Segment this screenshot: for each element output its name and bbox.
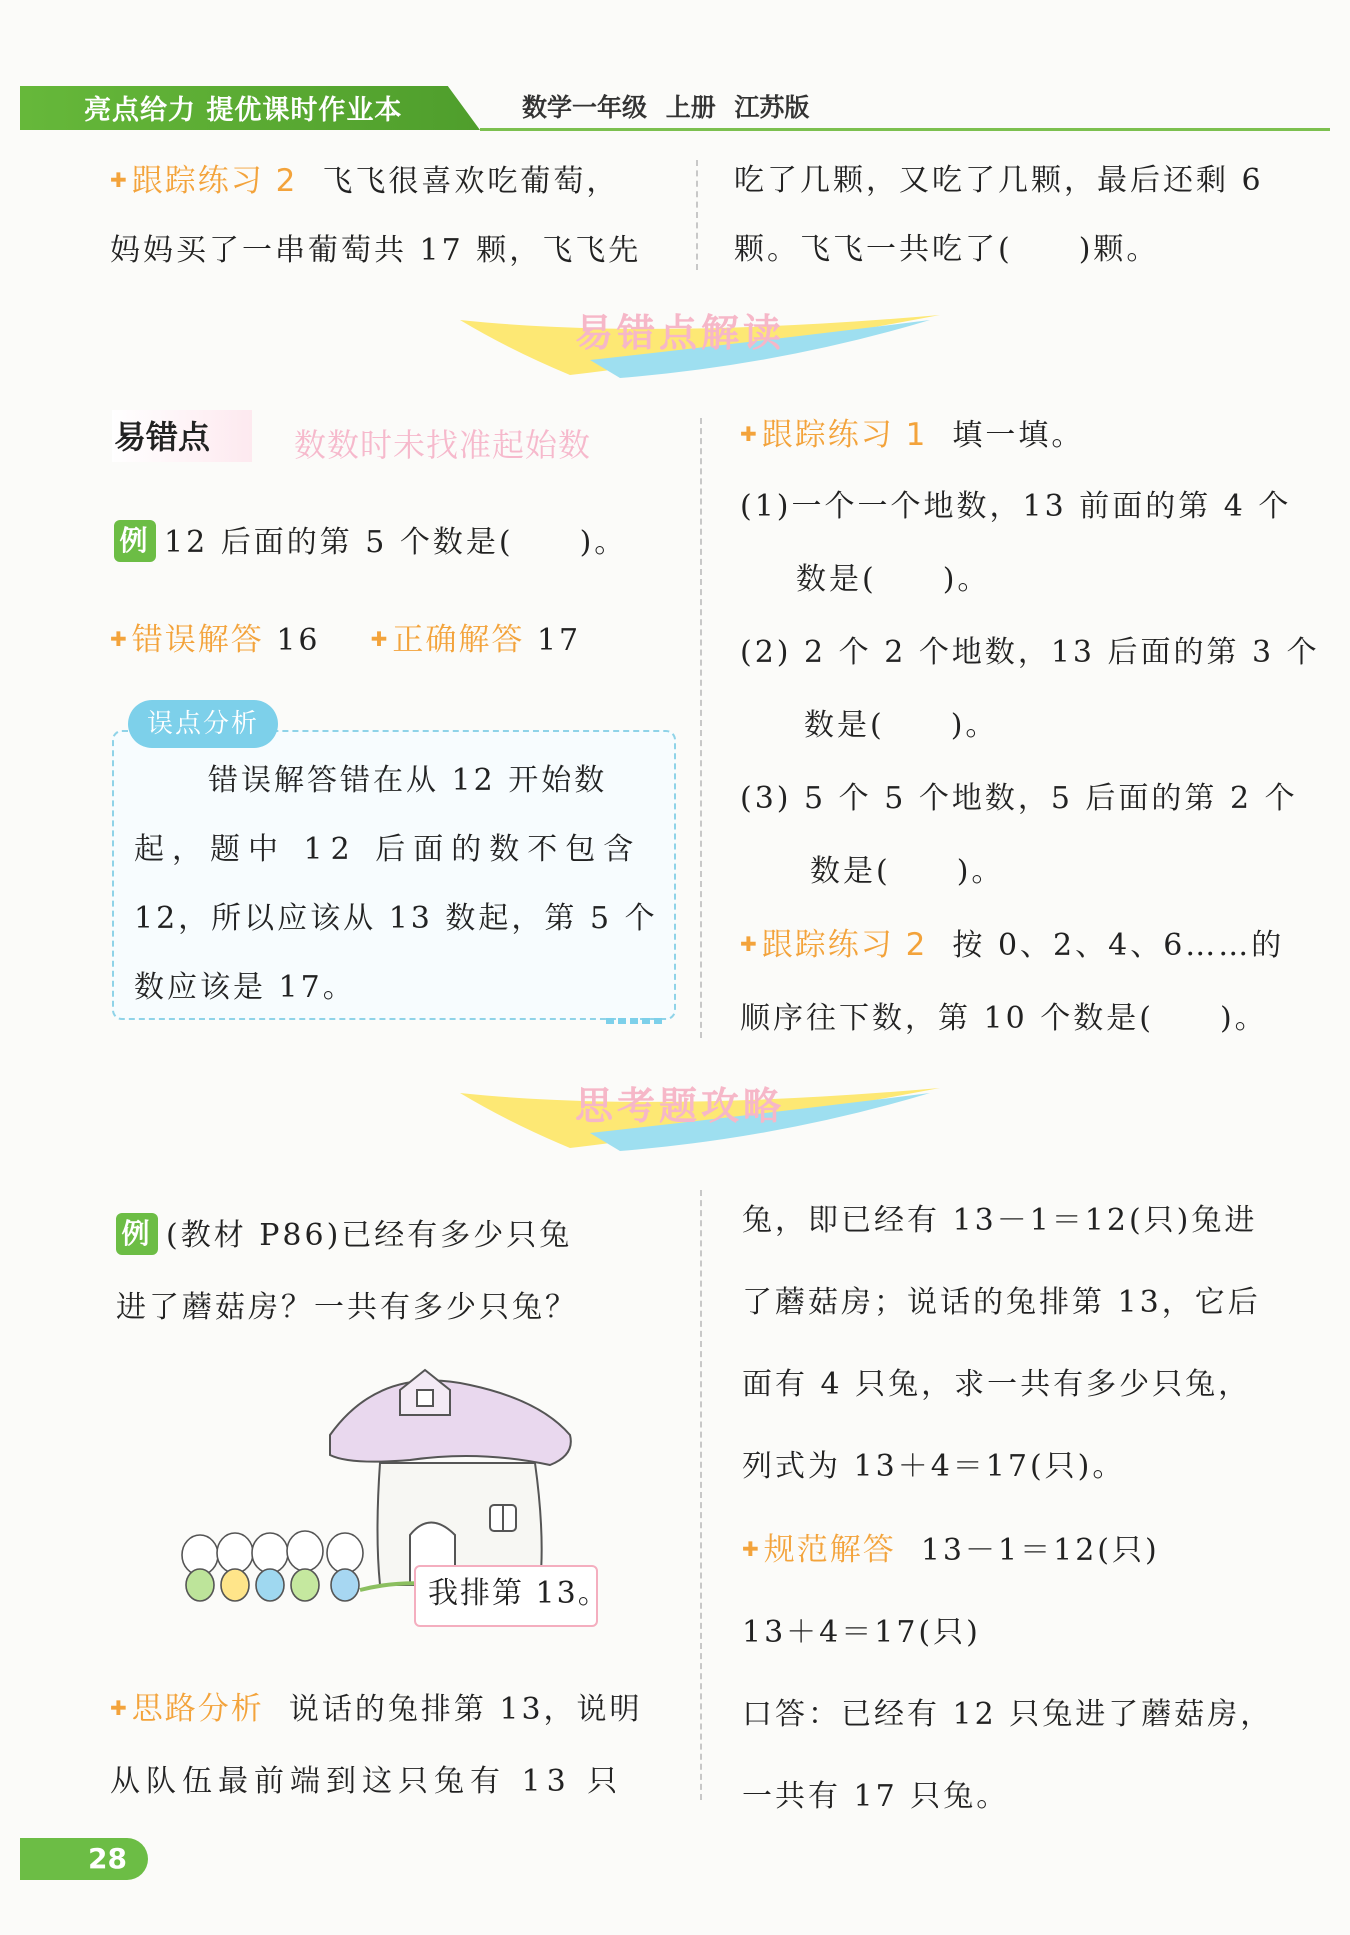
solution-line: 面有 4 只兔，求一共有多少只兔，: [742, 1367, 1252, 1402]
practice-line: (3) 5 个 5 个地数，5 后面的第 2 个: [740, 781, 1298, 816]
solution-line: 列式为 13＋4＝17(只)。: [742, 1449, 1126, 1484]
plus-icon: ✚: [740, 932, 760, 956]
header-rule: [480, 128, 1330, 131]
right-answer-tag: 正确解答: [392, 622, 525, 658]
example-badge: 例: [116, 1213, 158, 1255]
answer-row: [110, 605, 581, 675]
analysis-tag: 误点分析: [128, 700, 278, 748]
practice-text: 飞飞很喜欢吃葡萄，: [322, 164, 620, 199]
practice-text: 填一填。: [952, 418, 1085, 453]
practice-text: 按 0、2、4、6……的: [952, 928, 1285, 963]
column-divider: [696, 160, 698, 270]
column-divider: [700, 418, 702, 1038]
solution-text: 13－1＝12(只): [920, 1533, 1160, 1568]
wrong-answer-tag: 错误解答: [131, 622, 264, 658]
practice-line: 数是( )。: [796, 562, 991, 597]
page-number-tab: [20, 1838, 148, 1880]
book-subtitle: 数学一年级 上册 江苏版: [522, 93, 810, 122]
section-title: 思考题攻略: [574, 1084, 785, 1128]
example-text: (教材 P86)已经有多少只兔: [166, 1218, 573, 1253]
answer-line: 口答：已经有 12 只兔进了蘑菇房，: [742, 1697, 1274, 1732]
error-label: 易错点: [114, 418, 211, 456]
plus-icon: ✚: [740, 422, 760, 446]
solution-tag: 规范解答: [763, 1532, 896, 1568]
analysis-line: 错误解答错在从 12 开始数: [208, 763, 608, 798]
plus-icon: ✚: [110, 627, 130, 651]
section-title: 易错点解读: [574, 311, 785, 355]
error-example: [114, 508, 627, 577]
solution-line: 13＋4＝17(只): [742, 1615, 981, 1650]
practice-text: 颗。飞飞一共吃了( )颗。: [734, 232, 1160, 267]
page-number: 28: [88, 1842, 127, 1875]
think-analysis: [110, 1672, 700, 1818]
analysis-line: 12，所以应该从 13 数起，第 5 个: [134, 901, 658, 936]
box-decoration: [606, 1018, 664, 1024]
practice-text: 妈妈买了一串葡萄共 17 颗，飞飞先: [110, 233, 642, 268]
practice-text: 吃了几颗，又吃了几颗，最后还剩 6: [734, 163, 1264, 198]
example-text: 12 后面的第 5 个数是( )。: [164, 525, 628, 560]
practice-line: 数是( )。: [804, 708, 999, 743]
top-practice-right: [734, 146, 1324, 284]
analysis-tag: 思路分析: [131, 1691, 264, 1727]
plus-icon: ✚: [742, 1537, 762, 1561]
analysis-text: [134, 746, 664, 1022]
example-badge: 例: [114, 520, 156, 562]
plus-icon: ✚: [370, 627, 391, 651]
answer-line: 一共有 17 只兔。: [742, 1779, 1010, 1814]
plus-icon: ✚: [110, 1696, 130, 1720]
solution-line: 了蘑菇房；说话的兔排第 13，它后: [742, 1285, 1261, 1320]
wrong-answer-value: 16: [276, 623, 321, 658]
error-topic: 数数时未找准起始数: [294, 426, 592, 464]
plus-icon: ✚: [110, 168, 130, 192]
practice-line: 数是( )。: [810, 854, 1005, 889]
speech-text: 我排第 13。: [428, 1576, 610, 1611]
practice-tag: 跟踪练习 2: [761, 927, 928, 963]
practice-line: (2) 2 个 2 个地数，13 后面的第 3 个: [740, 635, 1320, 670]
analysis-line: 起，题中 12 后面的数不包含: [134, 832, 642, 867]
practice-tag: 跟踪练习 1: [761, 417, 928, 453]
book-title: 亮点给力 提优课时作业本: [84, 95, 403, 126]
practice-line: (1)一个一个地数，13 前面的第 4 个: [740, 489, 1292, 524]
practice-line: 顺序往下数，第 10 个数是( )。: [740, 1001, 1268, 1036]
column-divider: [700, 1190, 702, 1800]
practice-block: [740, 400, 1330, 1055]
right-answer-value: 17: [536, 623, 582, 658]
think-solution: [742, 1180, 1332, 1838]
analysis-text: 说话的兔排第 13，说明: [288, 1692, 643, 1727]
solution-line: 兔，即已经有 13－1＝12(只)兔进: [742, 1203, 1258, 1238]
top-practice-left: [110, 146, 690, 285]
practice-tag: 跟踪练习 2: [131, 163, 298, 199]
analysis-text: 从队伍最前端到这只兔有 13 只: [110, 1764, 624, 1799]
think-example: [116, 1200, 696, 1344]
example-text: 进了蘑菇房？一共有多少只兔？: [116, 1290, 578, 1325]
analysis-line: 数应该是 17。: [134, 970, 356, 1005]
